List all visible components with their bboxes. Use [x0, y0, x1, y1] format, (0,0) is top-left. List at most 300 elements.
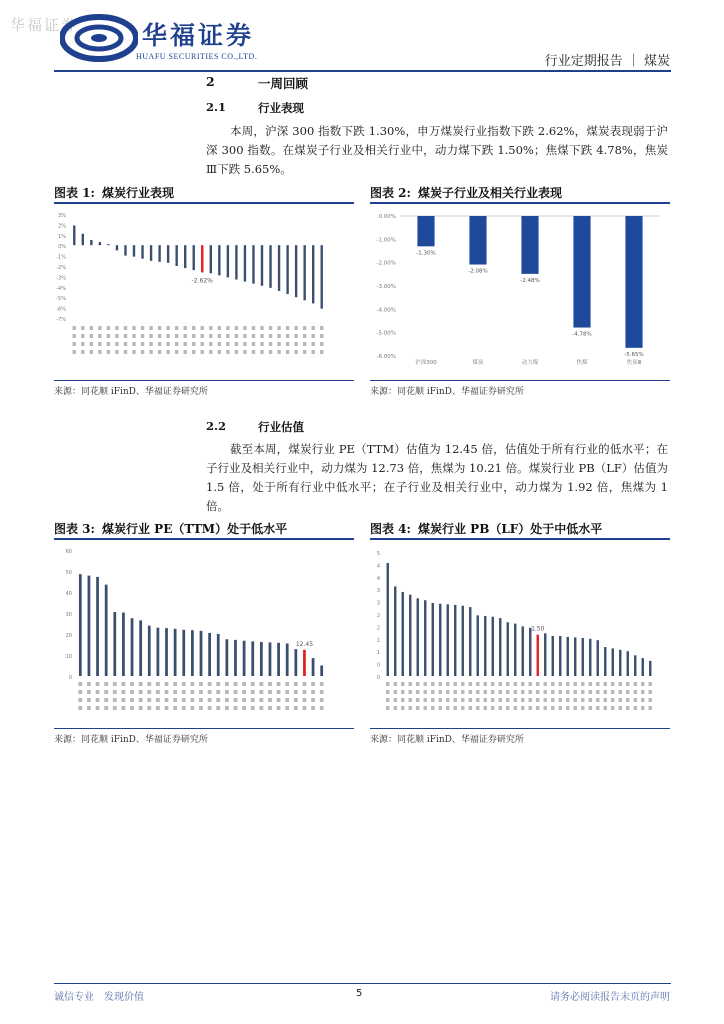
figure-rule	[370, 538, 670, 540]
bar-value-label: -5.65%	[624, 351, 644, 358]
category-label-mark	[514, 698, 517, 702]
category-label-mark	[98, 334, 101, 338]
y-tick-label: 2	[376, 613, 380, 619]
y-tick-label: -6.00%	[376, 354, 396, 360]
category-label-mark	[199, 698, 203, 702]
category-label-mark	[303, 342, 306, 346]
figure-title: 煤炭行业 PE（TTM）处于低水平	[102, 522, 288, 536]
category-label-mark	[141, 350, 144, 354]
category-label-mark	[409, 706, 412, 710]
bar	[277, 643, 280, 676]
category-label-mark	[626, 682, 629, 686]
category-label-mark	[182, 690, 186, 694]
category-label-mark	[277, 706, 281, 710]
category-label-mark	[559, 698, 562, 702]
bar	[252, 245, 254, 283]
section-number: 2	[206, 74, 215, 89]
paragraph-performance: 本周，沪深 300 指数下跌 1.30%，申万煤炭行业指数下跌 2.62%，煤炭表现弱于沪深 300 指数。在煤炭子行业及相关行业中，动力煤下跌 1.50%；焦煤下跌 4.78%，焦炭Ⅲ下跌 5.65%。	[206, 124, 668, 176]
category-label-mark	[115, 326, 118, 330]
category-label-mark	[551, 698, 554, 702]
bar	[469, 607, 471, 676]
category-label-mark	[199, 706, 203, 710]
category-label-mark	[416, 690, 419, 694]
bar	[409, 595, 411, 676]
category-label-mark	[409, 698, 412, 702]
category-label-mark	[124, 334, 127, 338]
subsection-title: 行业表现	[258, 101, 304, 115]
bar	[260, 642, 263, 676]
bar	[320, 666, 323, 677]
footer-disclaimer: 请务必阅读报告末页的声明	[550, 992, 670, 1003]
category-label-mark	[104, 682, 108, 686]
category-label-mark	[130, 690, 134, 694]
category-label-mark	[252, 350, 255, 354]
category-label-mark	[286, 334, 289, 338]
bar	[235, 245, 237, 279]
category-label-mark	[208, 706, 212, 710]
category-label-mark	[208, 690, 212, 694]
category-label-mark	[216, 698, 220, 702]
category-label-mark	[132, 334, 135, 338]
category-label-mark	[303, 706, 307, 710]
category-label-mark	[98, 326, 101, 330]
bar	[394, 586, 396, 676]
category-label-mark	[303, 334, 306, 338]
category-label-mark	[521, 698, 524, 702]
category-label-mark	[243, 342, 246, 346]
category-label-mark	[156, 698, 160, 702]
bar	[492, 617, 494, 676]
category-label-mark	[476, 690, 479, 694]
category-label-mark	[386, 698, 389, 702]
category-label-mark	[201, 334, 204, 338]
bar	[244, 245, 246, 281]
category-label-mark	[107, 334, 110, 338]
paragraph-valuation: 截至本周，煤炭行业 PE（TTM）估值为 12.45 倍，估值处于所有行业的低水平；在子行业及相关行业中，动力煤为 12.73 倍，焦煤为 10.21 倍。煤炭行业 PB（LF）估值为 1.5 倍，处于所有行业中低水平；在子行业及相关行业中，动力煤为 1.92 倍，焦煤为 1 倍。	[206, 442, 668, 513]
bar	[269, 245, 271, 288]
category-label-mark	[216, 706, 220, 710]
category-label-mark	[78, 706, 82, 710]
category-label-mark	[641, 682, 644, 686]
category-label-mark	[320, 326, 323, 330]
category-label-mark	[574, 690, 577, 694]
subsection-number: 2.2	[206, 419, 227, 433]
bar	[243, 641, 246, 676]
category-label-mark	[73, 350, 76, 354]
category-label-mark	[107, 342, 110, 346]
category-label-mark	[242, 706, 246, 710]
category-label-mark	[81, 350, 84, 354]
figure-rule	[370, 728, 670, 729]
category-label-mark	[184, 342, 187, 346]
category-label-mark	[87, 682, 91, 686]
bar	[167, 245, 169, 263]
y-tick-label: 0.00%	[378, 214, 396, 220]
category-label-mark	[641, 690, 644, 694]
figure-rule	[54, 202, 354, 204]
bar	[175, 245, 177, 266]
category-label-mark	[268, 706, 272, 710]
bar	[113, 612, 116, 676]
figure-rule	[370, 202, 670, 204]
category-label-mark	[107, 326, 110, 330]
category-label-mark	[252, 342, 255, 346]
category-label-mark	[269, 326, 272, 330]
category-label-mark	[439, 706, 442, 710]
category-label-mark	[311, 706, 315, 710]
bar	[574, 637, 576, 676]
category-label-mark	[90, 334, 93, 338]
bar	[200, 631, 203, 676]
bar	[73, 225, 75, 245]
category-label-mark	[294, 698, 298, 702]
category-label-mark	[401, 690, 404, 694]
bar	[312, 245, 314, 303]
category-label-mark	[235, 334, 238, 338]
highlight-value-label: 12.45	[295, 640, 314, 648]
y-tick-label: -5%	[56, 296, 66, 303]
category-label-mark	[78, 698, 82, 702]
y-tick-label: 1	[376, 650, 380, 657]
category-label-mark	[312, 342, 315, 346]
category-label-mark	[506, 690, 509, 694]
category-label-mark	[491, 690, 494, 694]
category-label-mark	[641, 698, 644, 702]
category-label-mark	[529, 706, 532, 710]
category-label-mark	[611, 698, 614, 702]
category-label-mark	[201, 342, 204, 346]
category-label-mark	[596, 698, 599, 702]
category-label-mark	[416, 698, 419, 702]
category-label-mark	[506, 682, 509, 686]
bar	[529, 628, 531, 676]
bar	[286, 245, 288, 294]
bar	[642, 658, 644, 676]
category-label-mark	[243, 326, 246, 330]
bar	[649, 661, 651, 676]
bar	[552, 636, 554, 676]
category-label-mark	[113, 682, 117, 686]
category-label-mark	[312, 334, 315, 338]
bar	[184, 245, 186, 268]
bar	[157, 628, 160, 676]
category-label-mark	[286, 350, 289, 354]
category-label-mark	[604, 698, 607, 702]
category-label-mark	[242, 682, 246, 686]
category-label-mark	[611, 706, 614, 710]
category-label-mark	[173, 698, 177, 702]
category-label-mark	[226, 350, 229, 354]
y-tick-label: 30	[65, 612, 72, 618]
category-label-mark	[242, 698, 246, 702]
report-type: 行业定期报告 ｜ 煤炭	[544, 54, 670, 69]
category-label-mark	[139, 690, 143, 694]
bar-value-label: -2.08%	[468, 268, 488, 275]
category-label-mark	[286, 342, 289, 346]
category-label-mark	[81, 342, 84, 346]
bar	[165, 628, 168, 676]
category-label-mark	[269, 342, 272, 346]
category-label-mark	[589, 706, 592, 710]
bar	[174, 629, 177, 676]
category-label-mark	[141, 334, 144, 338]
bar	[634, 655, 636, 676]
category-label-mark	[409, 682, 412, 686]
category-label-mark	[559, 706, 562, 710]
category-label-mark	[394, 690, 397, 694]
bar	[424, 600, 426, 676]
y-tick-label: -4%	[56, 285, 66, 292]
category-label-mark	[166, 342, 169, 346]
category-label-mark	[544, 690, 547, 694]
bar	[82, 234, 84, 245]
category-label-mark	[107, 350, 110, 354]
category-label-mark	[192, 326, 195, 330]
category-label-mark	[484, 698, 487, 702]
highlight-bar	[303, 650, 306, 676]
category-label-mark	[78, 682, 82, 686]
category-label-mark	[394, 682, 397, 686]
category-label-mark	[303, 698, 307, 702]
bar	[193, 245, 195, 270]
category-label-mark	[312, 326, 315, 330]
bar	[218, 245, 220, 275]
chart-industry-performance	[54, 206, 354, 378]
bar	[295, 245, 297, 297]
category-label-mark	[268, 690, 272, 694]
category-label-mark	[184, 334, 187, 338]
y-tick-label: 4	[376, 575, 380, 582]
category-label-mark	[544, 706, 547, 710]
category-label-mark	[234, 690, 238, 694]
bar	[387, 563, 389, 676]
category-label-mark	[461, 690, 464, 694]
logo-subtitle: HUAFU SECURITIES CO.,LTD.	[136, 52, 258, 61]
category-label-mark	[424, 682, 427, 686]
category-label-mark	[156, 706, 160, 710]
chart-pb-lf	[370, 542, 670, 724]
category-label-mark	[649, 706, 652, 710]
chart-subindustry-performance	[370, 206, 670, 378]
category-label-mark	[551, 682, 554, 686]
category-label-mark	[294, 350, 297, 354]
highlight-bar	[537, 635, 539, 676]
category-label-mark	[446, 698, 449, 702]
category-label-mark	[536, 698, 539, 702]
category-label-mark	[252, 326, 255, 330]
category-label-mark	[173, 706, 177, 710]
category-label-mark	[634, 698, 637, 702]
category-label-mark	[81, 334, 84, 338]
bar	[573, 216, 590, 328]
category-label-mark	[165, 682, 169, 686]
category-label-mark	[634, 706, 637, 710]
bar	[521, 216, 538, 274]
category-label-mark	[649, 698, 652, 702]
category-label-mark	[158, 334, 161, 338]
bar	[105, 585, 108, 676]
y-tick-label: -3%	[56, 275, 66, 282]
category-label-mark	[320, 690, 324, 694]
category-label-mark	[491, 698, 494, 702]
y-tick-label: 10	[65, 654, 72, 660]
category-label-mark	[294, 326, 297, 330]
category-label-mark	[130, 682, 134, 686]
category-label-mark	[90, 350, 93, 354]
category-label-mark	[484, 682, 487, 686]
bar	[507, 622, 509, 676]
bar	[312, 658, 315, 676]
category-label-mark	[277, 342, 280, 346]
figure-rule	[54, 380, 354, 381]
category-label-mark	[115, 342, 118, 346]
x-tick-label: 动力煤	[521, 360, 539, 366]
category-label-mark	[536, 690, 539, 694]
category-label-mark	[158, 342, 161, 346]
category-label-mark	[268, 698, 272, 702]
category-label-mark	[184, 350, 187, 354]
category-label-mark	[320, 698, 324, 702]
y-tick-label: -7%	[56, 317, 66, 323]
category-label-mark	[604, 706, 607, 710]
bar	[269, 642, 272, 676]
category-label-mark	[132, 342, 135, 346]
category-label-mark	[104, 698, 108, 702]
category-label-mark	[619, 690, 622, 694]
category-label-mark	[78, 690, 82, 694]
category-label-mark	[259, 698, 263, 702]
category-label-mark	[269, 350, 272, 354]
category-label-mark	[191, 682, 195, 686]
category-label-mark	[506, 698, 509, 702]
category-label-mark	[311, 682, 315, 686]
category-label-mark	[320, 342, 323, 346]
category-label-mark	[461, 682, 464, 686]
category-label-mark	[122, 706, 126, 710]
category-label-mark	[209, 342, 212, 346]
category-label-mark	[484, 706, 487, 710]
category-label-mark	[294, 682, 298, 686]
category-label-mark	[166, 326, 169, 330]
category-label-mark	[277, 690, 281, 694]
category-label-mark	[611, 690, 614, 694]
bar	[234, 640, 237, 676]
category-label-mark	[589, 682, 592, 686]
y-tick-label: 3	[376, 588, 380, 595]
bar	[182, 630, 185, 676]
category-label-mark	[506, 706, 509, 710]
category-label-mark	[641, 706, 644, 710]
category-label-mark	[559, 682, 562, 686]
category-label-mark	[225, 690, 229, 694]
category-label-mark	[514, 706, 517, 710]
y-tick-label: -6%	[56, 306, 66, 313]
category-label-mark	[521, 690, 524, 694]
category-label-mark	[476, 698, 479, 702]
category-label-mark	[104, 706, 108, 710]
category-label-mark	[201, 326, 204, 330]
y-tick-label: -4.00%	[376, 307, 396, 314]
bar	[582, 638, 584, 676]
figure-source: 来源：同花顺 iFinD、华福证券研究所	[370, 387, 524, 397]
category-label-mark	[626, 690, 629, 694]
category-label-mark	[96, 698, 100, 702]
figure-source: 来源：同花顺 iFinD、华福证券研究所	[54, 387, 208, 397]
bar	[417, 598, 419, 676]
category-label-mark	[166, 350, 169, 354]
company-logo-icon	[60, 12, 138, 62]
category-label-mark	[277, 350, 280, 354]
category-label-mark	[209, 326, 212, 330]
bar	[544, 633, 546, 676]
y-tick-label: 1%	[58, 233, 66, 240]
category-label-mark	[87, 706, 91, 710]
bar	[439, 604, 441, 676]
figure-label: 图表 2:	[370, 186, 411, 200]
y-tick-label: 60	[65, 549, 72, 555]
chart-pe-ttm	[54, 542, 354, 724]
bar	[208, 633, 211, 676]
category-label-mark	[113, 690, 117, 694]
category-label-mark	[132, 326, 135, 330]
y-tick-label: -2%	[56, 265, 66, 271]
category-label-mark	[234, 682, 238, 686]
y-tick-label: -1.00%	[376, 237, 396, 244]
category-label-mark	[529, 690, 532, 694]
category-label-mark	[225, 698, 229, 702]
bar	[432, 603, 434, 676]
category-label-mark	[182, 706, 186, 710]
category-label-mark	[596, 690, 599, 694]
category-label-mark	[268, 682, 272, 686]
category-label-mark	[285, 682, 289, 686]
y-tick-label: 4	[376, 563, 380, 570]
y-tick-label: 0	[376, 675, 380, 681]
category-label-mark	[461, 706, 464, 710]
bar	[122, 613, 125, 676]
category-label-mark	[619, 706, 622, 710]
category-label-mark	[401, 682, 404, 686]
figure-title: 煤炭子行业及相关行业表现	[418, 186, 563, 200]
bar	[484, 616, 486, 676]
bar	[559, 636, 561, 676]
category-label-mark	[124, 326, 127, 330]
category-label-mark	[147, 682, 151, 686]
category-label-mark	[476, 682, 479, 686]
category-label-mark	[277, 698, 281, 702]
category-label-mark	[566, 698, 569, 702]
category-label-mark	[243, 334, 246, 338]
category-label-mark	[277, 682, 281, 686]
category-label-mark	[173, 682, 177, 686]
category-label-mark	[581, 706, 584, 710]
category-label-mark	[626, 706, 629, 710]
category-label-mark	[90, 326, 93, 330]
category-label-mark	[320, 706, 324, 710]
bar	[139, 620, 142, 676]
category-label-mark	[226, 326, 229, 330]
category-label-mark	[251, 690, 255, 694]
y-tick-label: 2	[376, 625, 380, 632]
category-label-mark	[566, 706, 569, 710]
category-label-mark	[439, 690, 442, 694]
bar	[90, 240, 92, 245]
category-label-mark	[209, 350, 212, 354]
y-tick-label: 5	[376, 551, 380, 557]
category-label-mark	[285, 690, 289, 694]
bar	[133, 245, 135, 256]
y-tick-label: 0%	[58, 244, 66, 251]
